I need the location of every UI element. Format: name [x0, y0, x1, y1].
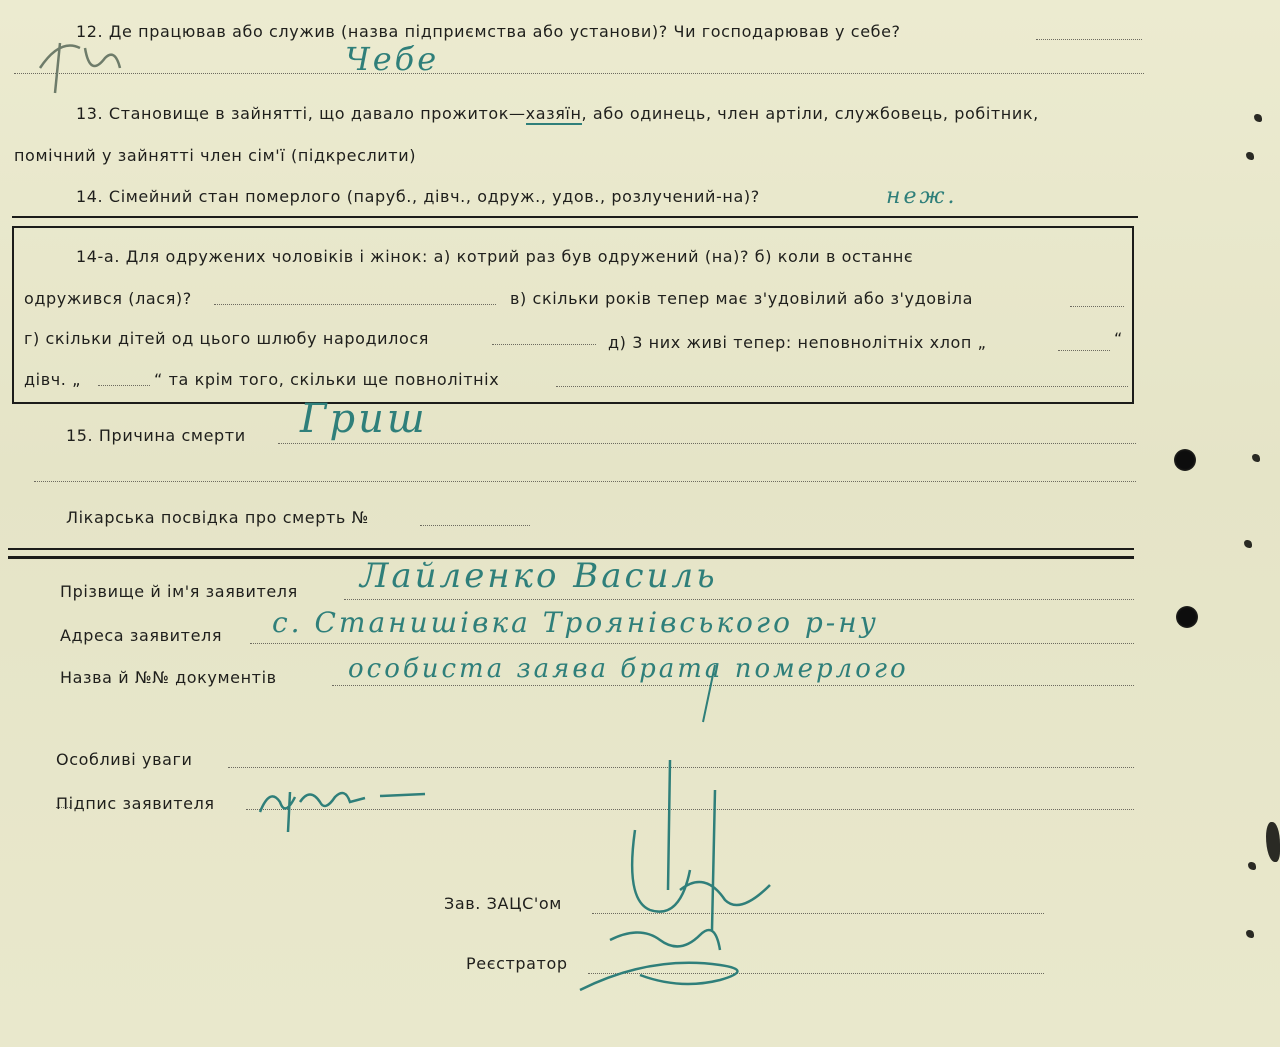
double-rule-top: [8, 548, 1134, 550]
edge-nick: [1244, 540, 1252, 548]
q14a-line-1: 14-а. Для одружених чоловіків і жінок: а) котрий раз був одружений (на)? б) коли в останнє: [76, 247, 914, 266]
applicant-address-label: Адреса заявителя: [60, 626, 223, 645]
q14a-line-3b: д) 3 них живі тепер: неповнолітніх хлоп „: [608, 333, 987, 352]
zags-head-label: Зав. ЗАЦС'ом: [444, 894, 562, 913]
q13-underlined-option: хазяїн: [525, 104, 582, 123]
applicant-name-line: [344, 598, 1134, 600]
edge-nick: [1246, 930, 1254, 938]
applicant-address-line: [250, 642, 1134, 644]
docs-stroke-icon: [695, 660, 735, 730]
divider: [12, 216, 1138, 218]
edge-nick: [1246, 152, 1254, 160]
special-notes-label: Особливі уваги: [56, 750, 193, 769]
punch-hole: [1174, 449, 1196, 471]
q12-answer-line: [1036, 38, 1142, 40]
edge-nick: [1254, 114, 1262, 122]
medical-certificate-label: Лікарська посвідка про смерть №: [66, 508, 369, 527]
applicant-signature-icon: [250, 772, 440, 842]
q15-label: 15. Причина смерти: [66, 426, 246, 445]
q14a-boys-line: [1058, 349, 1110, 351]
applicant-signature-label: Підпис заявителя: [56, 794, 215, 813]
q14-answer: неж.: [886, 184, 958, 209]
margin-mark-icon: [30, 28, 130, 98]
edge-tear: [1266, 822, 1280, 862]
medical-certificate-line: [420, 524, 530, 526]
q15-answer-line-2: [34, 480, 1136, 482]
q13-line-2: помічний у зайнятті член сім'ї (підкреслити): [14, 146, 417, 165]
q14a-adults-line: [556, 385, 1128, 387]
q14a-girls-line: [98, 384, 150, 386]
q14a-widowed-line: [1070, 305, 1124, 307]
q13-prefix: 13. Становище в зайнятті, що давало прожиток—: [76, 104, 526, 123]
q14a-children-line: [492, 343, 596, 345]
q14a-line-3c: “: [1114, 329, 1123, 348]
q15-answer-line: [278, 442, 1136, 444]
official-signature-icon: [540, 750, 800, 1010]
q15-answer: Гриш: [300, 396, 428, 442]
q13-line-1: [76, 104, 1039, 123]
applicant-name-value: Лайленко Василь: [360, 556, 718, 596]
edge-nick: [1252, 454, 1260, 462]
q12-answer-line-2: [14, 72, 1144, 74]
edge-nick: [1248, 862, 1256, 870]
applicant-docs-value: особиста заява брата померлого: [348, 654, 909, 684]
q14a-married-line: [214, 303, 496, 305]
punch-hole: [1176, 606, 1198, 628]
applicant-docs-label: Назва й №№ документів: [60, 668, 277, 687]
applicant-address-value: с. Станишівка Троянівського р-ну: [272, 606, 879, 639]
q14a-line-2a: одружився (лася)?: [24, 289, 192, 308]
q14a-line-4a: дівч. „: [24, 370, 82, 389]
applicant-name-label: Прізвище й ім'я заявителя: [60, 582, 298, 601]
q12-label: 12. Де працював або служив (назва підприємства або установи)? Чи господарював у себе?: [76, 22, 901, 41]
registrar-label: Реєстратор: [466, 954, 568, 973]
q14-label: 14. Сімейний стан померлого (паруб., дівч., одруж., удов., розлучений-на)?: [76, 187, 760, 206]
q14a-line-4b: “ та крім того, скільки ще повнолітніх: [154, 370, 500, 389]
q13-suffix: , або одинець, член артіли, службовець, робітник,: [581, 104, 1039, 123]
q14a-line-3a: г) скільки дітей од цього шлюбу народилося: [24, 329, 429, 348]
q14a-line-2b: в) скільки років тепер має з'удовілий або з'удовіла: [510, 289, 973, 308]
q12-answer: Чебе: [345, 40, 440, 78]
